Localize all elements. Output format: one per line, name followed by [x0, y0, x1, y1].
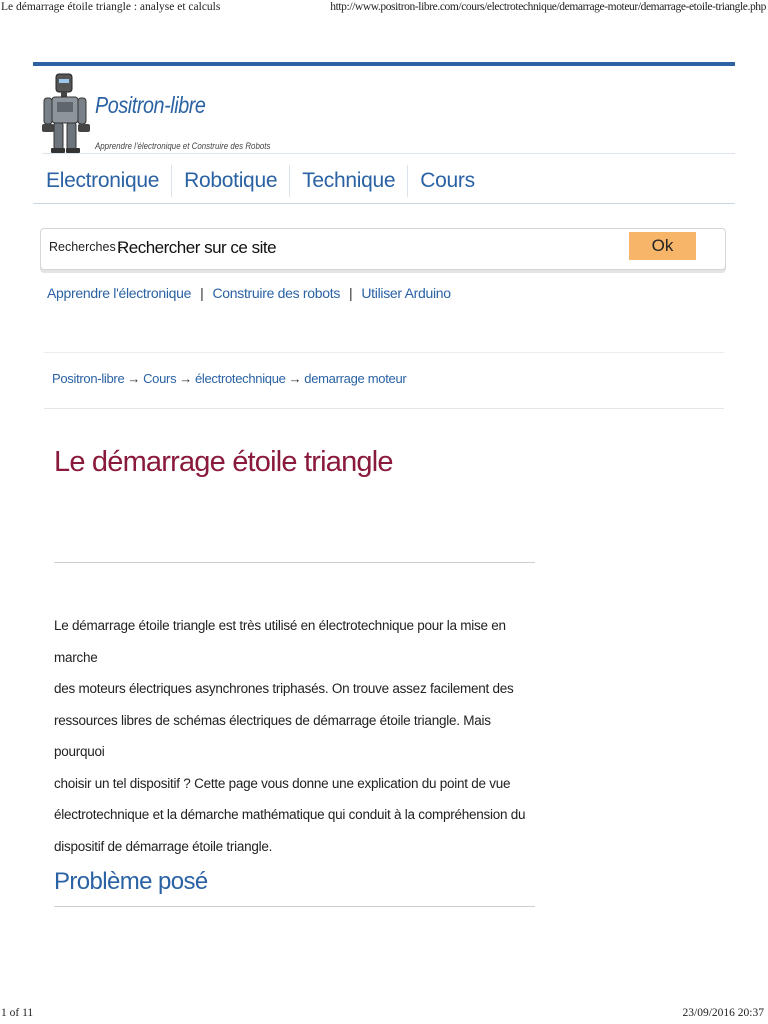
- print-page-number: 1 of 11: [1, 1007, 34, 1019]
- intro-paragraph: [54, 610, 530, 862]
- nav-item-robotique[interactable]: Robotique: [172, 165, 290, 197]
- intro-line: électrotechnique et la démarche mathématique qui conduit à la compréhension du: [54, 807, 526, 822]
- nav-item-technique[interactable]: Technique: [290, 165, 408, 197]
- intro-line: des moteurs électriques asynchrones triphasés. On trouve assez facilement des: [54, 681, 514, 696]
- section-title: Problème posé: [54, 868, 208, 895]
- search-button[interactable]: Ok: [629, 232, 696, 260]
- nav-divider: [33, 203, 735, 204]
- print-footer: [0, 1004, 768, 1024]
- sublink-apprendre[interactable]: Apprendre l'électronique: [47, 285, 192, 301]
- sub-navigation: [47, 285, 451, 301]
- print-datetime: 23/09/2016 20:37: [682, 1007, 764, 1019]
- intro-line: ressources libres de schémas électriques de démarrage étoile triangle. Mais pourquoi: [54, 712, 491, 759]
- sublink-separator: |: [200, 285, 204, 301]
- search-input[interactable]: [115, 233, 639, 263]
- print-page-url: http://www.positron-libre.com/cours/electrotechnique/demarrage-moteur/demarrage-etoile-triangle.php: [330, 1, 766, 13]
- breadcrumb: [52, 371, 406, 386]
- print-header: [0, 0, 768, 16]
- top-accent-bar: [33, 62, 735, 66]
- breadcrumb-arrow: →: [179, 371, 192, 386]
- print-page-title: Le démarrage étoile triangle : analyse et calculs: [1, 1, 221, 13]
- sublink-separator: |: [349, 285, 353, 301]
- page-title: Le démarrage étoile triangle: [54, 446, 393, 478]
- header-divider: [42, 153, 735, 154]
- main-nav: [34, 165, 487, 197]
- section-divider: [54, 906, 535, 907]
- intro-line: dispositif de démarrage étoile triangle.: [54, 838, 273, 854]
- search-bar: [40, 228, 726, 270]
- search-label: Recherches :: [49, 240, 123, 254]
- nav-item-electronique[interactable]: Electronique: [34, 165, 172, 197]
- robot-icon[interactable]: [42, 72, 94, 154]
- site-title[interactable]: Positron-libre: [95, 92, 206, 118]
- intro-line: Le démarrage étoile triangle est très utilisé en électrotechnique pour la mise en marche: [54, 618, 506, 665]
- sublink-arduino[interactable]: Utiliser Arduino: [361, 285, 451, 301]
- sublink-construire[interactable]: Construire des robots: [212, 285, 341, 301]
- breadcrumb-item-demarrage-moteur[interactable]: demarrage moteur: [304, 371, 407, 386]
- breadcrumb-item-electrotechnique[interactable]: électrotechnique: [194, 371, 286, 386]
- breadcrumb-arrow: →: [127, 371, 141, 386]
- breadcrumb-item-home[interactable]: Positron-libre: [52, 371, 125, 386]
- breadcrumb-item-cours[interactable]: Cours: [143, 371, 177, 386]
- breadcrumb-arrow: →: [288, 371, 302, 386]
- intro-line: choisir un tel dispositif ? Cette page vous donne une explication du point de vue: [54, 775, 511, 791]
- title-divider: [54, 562, 535, 563]
- site-tagline: Apprendre l'électronique et Construire des Robots: [95, 141, 271, 151]
- nav-item-cours[interactable]: Cours: [420, 169, 475, 192]
